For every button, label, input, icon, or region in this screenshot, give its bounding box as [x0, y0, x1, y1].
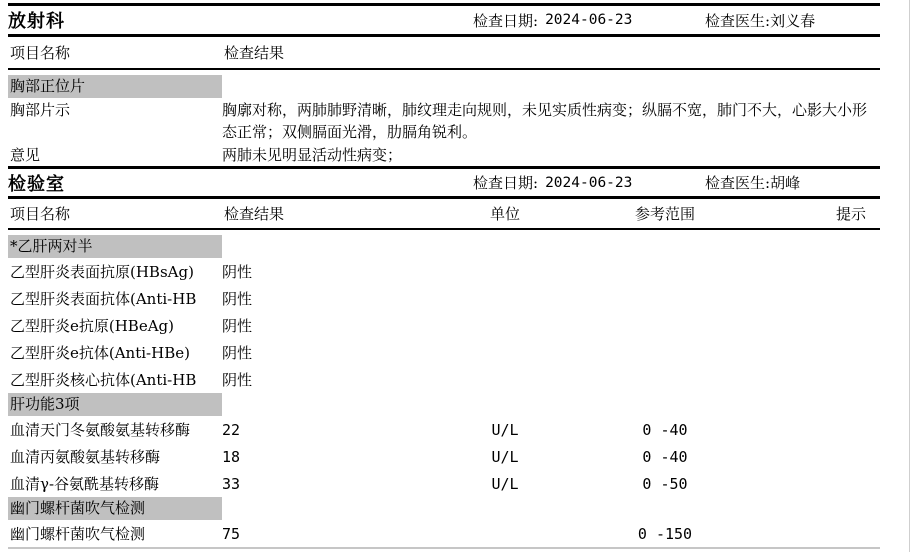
range-cell: 0 -150: [637, 524, 693, 543]
radiology-column-header-row: [8, 37, 880, 70]
table-row: [8, 143, 880, 166]
item-name-cell: 血清γ-谷氨酰基转移酶: [10, 475, 160, 493]
column-header-range: 参考范围: [634, 205, 695, 223]
result-cell: 33: [222, 474, 241, 493]
column-header-unit: 单位: [489, 205, 520, 223]
range-cell: 0 -50: [642, 474, 688, 493]
table-row: [8, 258, 880, 285]
item-name-cell: 乙型肝炎核心抗体(Anti-HB: [10, 371, 197, 389]
exam-date-value: 2024-06-23: [545, 12, 633, 28]
result-cell: 阴性: [222, 371, 253, 389]
result-cell: 75: [222, 524, 241, 543]
exam-date: [473, 6, 632, 34]
unit-cell: U/L: [491, 447, 519, 466]
table-row: [8, 366, 880, 393]
group-banner-liver-function: 肝功能3项: [8, 393, 222, 416]
result-cell: 阴性: [222, 317, 253, 335]
right-edge-divider: [909, 0, 910, 552]
range-cell: 0 -40: [642, 447, 688, 466]
laboratory-column-header-row: [8, 199, 880, 230]
column-header-result: 检查结果: [224, 205, 285, 223]
table-row: [8, 339, 880, 366]
laboratory-section-header: [8, 166, 880, 199]
result-cell: 胸廓对称，两肺肺野清晰，肺纹理走向规则，未见实质性病变；纵膈不宽，肺门不大，心影大小形态正常；双侧膈面光滑，肋膈角锐利。: [222, 101, 868, 141]
item-name-cell: 乙型肝炎e抗原(HBeAg): [10, 317, 174, 335]
unit-cell: U/L: [491, 474, 519, 493]
result-cell: 阴性: [222, 290, 253, 308]
exam-date: [473, 169, 632, 196]
column-header-item-name: 项目名称: [10, 205, 71, 223]
exam-doctor: [705, 6, 815, 34]
item-name-cell: 胸部片示: [10, 101, 71, 119]
table-row: [8, 285, 880, 312]
item-name-cell: 乙型肝炎表面抗原(HBsAg): [10, 263, 194, 281]
table-row: [8, 416, 880, 443]
section-title: 检验室: [8, 173, 65, 195]
item-name-cell: 幽门螺杆菌吹气检测: [10, 525, 146, 543]
result-cell: 22: [222, 420, 241, 439]
result-cell: 两肺未见明显活动性病变；: [222, 145, 403, 164]
exam-date-label: 检查日期:: [473, 11, 539, 30]
bottom-divider: [8, 547, 880, 549]
medical-report-page: [8, 0, 880, 549]
result-cell: 阴性: [222, 344, 253, 362]
result-cell: 18: [222, 447, 241, 466]
column-header-result: 检查结果: [224, 44, 285, 62]
table-row: [8, 98, 880, 143]
section-title: 放射科: [8, 11, 65, 32]
item-name-cell: 血清天门冬氨酸氨基转移酶: [10, 421, 191, 439]
range-cell: 0 -40: [642, 420, 688, 439]
item-name-cell: 意见: [10, 146, 41, 164]
item-name-cell: 乙型肝炎e抗体(Anti-HBe): [10, 344, 190, 362]
item-name-cell: 乙型肝炎表面抗体(Anti-HB: [10, 290, 197, 308]
table-row: [8, 443, 880, 470]
column-header-hint: 提示: [835, 205, 866, 223]
exam-doctor-value: 刘义春: [770, 11, 816, 30]
group-banner-chest-xray: 胸部正位片: [8, 75, 222, 98]
column-header-item-name: 项目名称: [10, 44, 71, 62]
table-row: [8, 470, 880, 497]
exam-doctor: [705, 169, 800, 196]
exam-doctor-value: 胡峰: [770, 174, 801, 192]
table-row: [8, 312, 880, 339]
item-name-cell: 血清丙氨酸氨基转移酶: [10, 448, 161, 466]
exam-doctor-label: 检查医生:: [705, 174, 771, 192]
result-cell: 阴性: [222, 263, 253, 281]
exam-doctor-label: 检查医生:: [705, 11, 771, 30]
unit-cell: U/L: [491, 420, 519, 439]
table-row: [8, 520, 880, 547]
exam-date-value: 2024-06-23: [545, 174, 633, 191]
group-banner-hepatitis-b: *乙肝两对半: [8, 235, 222, 258]
group-banner-hpylori-breath-test: 幽门螺杆菌吹气检测: [8, 497, 222, 520]
radiology-section-header: [8, 3, 880, 37]
exam-date-label: 检查日期:: [473, 174, 539, 192]
